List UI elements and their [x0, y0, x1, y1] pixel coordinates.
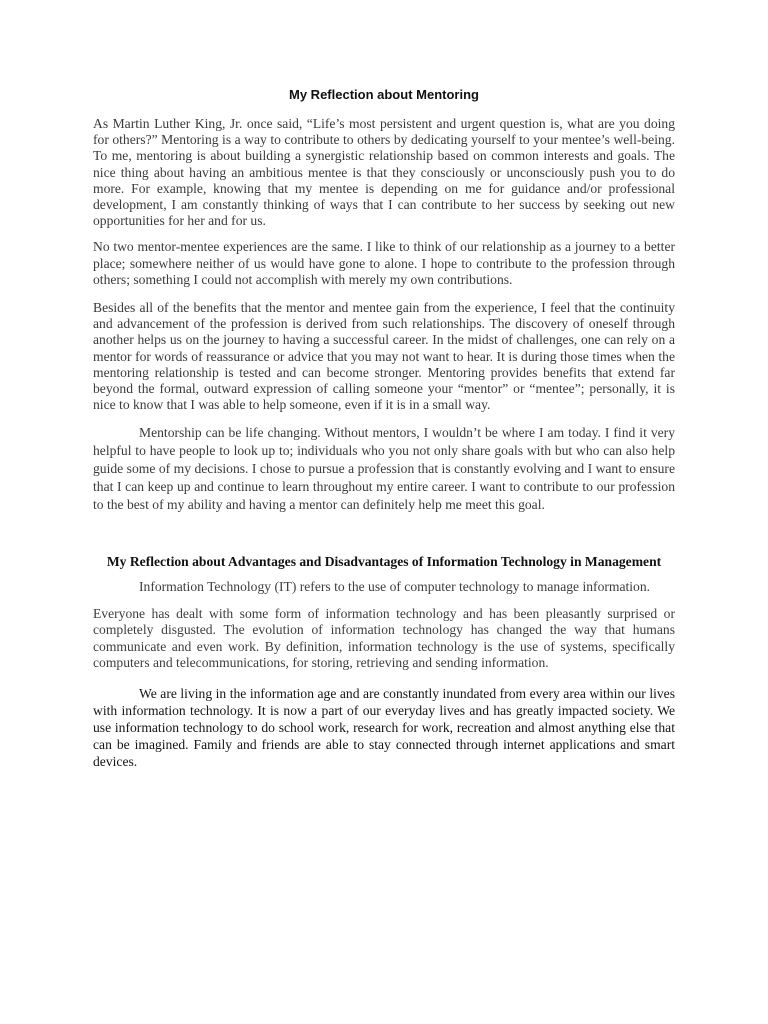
paragraph: We are living in the information age and are constantly inundated from every area within our lives with information technology. It is now a part of our everyday lives and has greatly impacted society. We use information technology to do school work, research for work, recreation and almost anything else that can be imagined. Family and friends are able to stay connected through internet applications and smart devices. — [93, 686, 675, 770]
section-title-mentoring: My Reflection about Mentoring — [289, 87, 479, 102]
section-title-information-technology: My Reflection about Advantages and Disadvantages of Information Technology in Management — [106, 554, 662, 570]
paragraph: As Martin Luther King, Jr. once said, “Life’s most persistent and urgent question is, what are you doing for others?” Mentoring is a way to contribute to others by dedicating yourself to your mentee’s well-being. To me, mentoring is about building a synergistic relationship based on common interests and goals. The nice thing about having an ambitious mentee is that they consciously or unconsciously push you to do more. For example, knowing that my mentee is depending on me for guidance and/or professional development, I am constantly thinking of ways that I can contribute to her success by seeking out new opportunities for her and for us. — [93, 116, 675, 229]
paragraph: Information Technology (IT) refers to the use of computer technology to manage information. — [139, 579, 651, 595]
paragraph: Everyone has dealt with some form of information technology and has been pleasantly surprised or completely disgusted. The evolution of information technology has changed the way that humans communicate and even work. By definition, information technology is the use of systems, specifically computers and telecommunications, for storing, retrieving and sending information. — [93, 605, 675, 671]
paragraph: Besides all of the benefits that the mentor and mentee gain from the experience, I feel that the continuity and advancement of the profession is derived from such relationships. The discovery of oneself through another helps us on the journey to having a successful career. In the midst of challenges, one can rely on a mentor for words of reassurance or advice that you may not want to hear. It is during those times when the mentoring relationship is tested and can become stronger. Mentoring provides benefits that extend far beyond the formal, outward expression of calling someone your “mentor” or “mentee”; personally, it is nice to know that I was able to help someone, even if it is in a small way. — [93, 300, 675, 413]
paragraph: Mentorship can be life changing. Without mentors, I wouldn’t be where I am today. I find it very helpful to have people to look up to; individuals who you not only share goals with but who can also help guide some of my decisions. I chose to pursue a profession that is constantly evolving and I want to ensure that I can keep up and continue to learn throughout my entire career. I want to contribute to our profession to the best of my ability and having a mentor can definitely help me meet this goal. — [93, 425, 675, 512]
paragraph: No two mentor-mentee experiences are the same. I like to think of our relationship as a journey to a better place; somewhere neither of us would have gone to alone. I hope to contribute to the profession through others; something I could not accomplish with merely my own contributions. — [93, 239, 675, 287]
